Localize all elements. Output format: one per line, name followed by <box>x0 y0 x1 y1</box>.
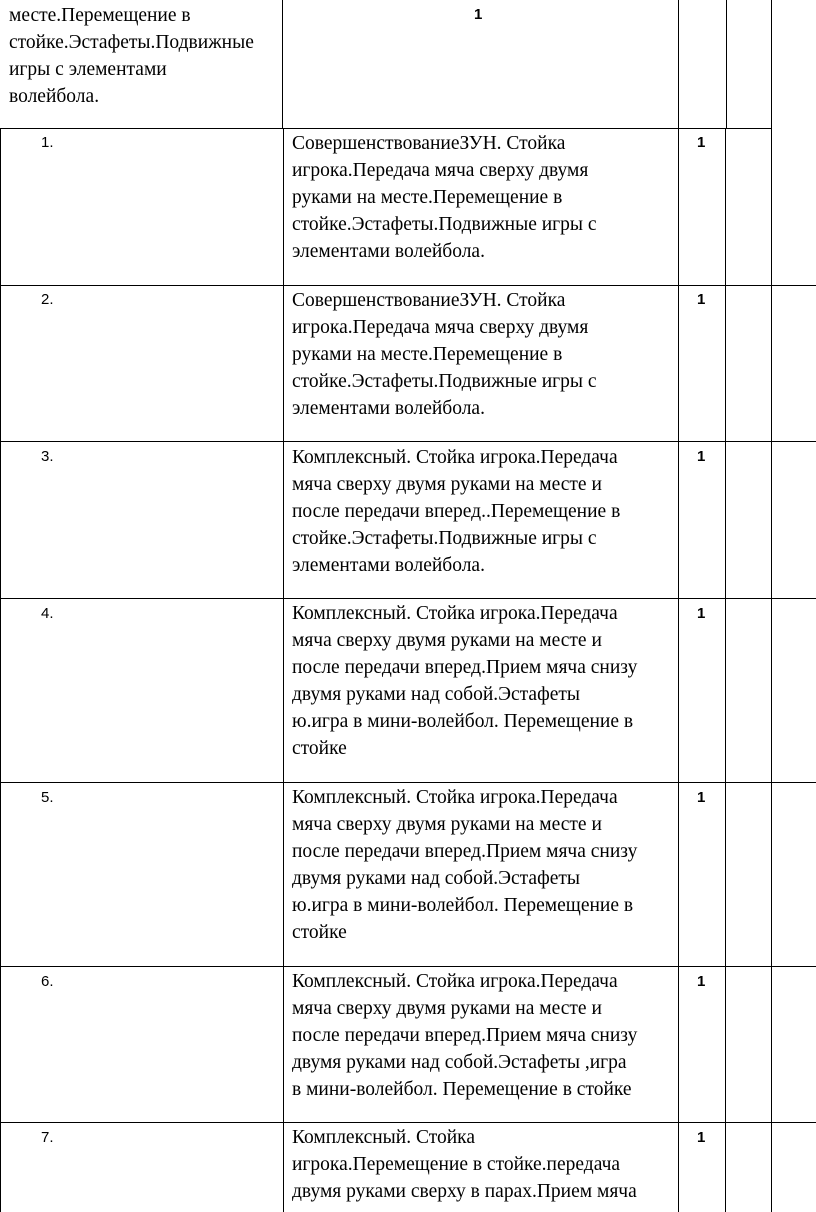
row-topic: Комплексный. Стойка игрока.Передача мяча сверху двумя руками на месте и после передачи вперед.Прием мяча снизу двумя руками над собой.Эстафеты ю.игра в мини-волейбол. Перемещение в стойке <box>292 603 638 759</box>
row-hours: 1 <box>697 789 706 806</box>
top-row-bottom-border <box>0 128 772 129</box>
row-number: 2. <box>41 291 54 308</box>
top-row-topic: месте.Перемещение в стойке.Эстафеты.Подвижные игры с элементами волейбола. <box>9 5 254 107</box>
row-topic: СовершенствованиеЗУН. Стойка игрока.Передача мяча сверху двумя руками на месте.Перемещение в стойке.Эстафеты.Подвижные игры с элементами волейбола. <box>292 290 597 419</box>
top-row-hours: 1 <box>474 6 483 23</box>
top-row-divider-4 <box>771 0 772 129</box>
row-topic: Комплексный. Стойка игрока.Передача мяча сверху двумя руками на месте и после передачи вперед.Прием мяча снизу двумя руками над собой.Эстафеты ю.игра в мини-волейбол. Перемещение в стойке <box>292 787 638 943</box>
row-separator-3 <box>0 598 816 599</box>
row-separator-5 <box>0 966 816 967</box>
row-topic: Комплексный. Стойка игрока.Перемещение в стойке.передача двумя руками сверху в парах.Прием мяча <box>292 1127 637 1202</box>
row-separator-1 <box>0 285 816 286</box>
row-topic: Комплексный. Стойка игрока.Передача мяча сверху двумя руками на месте и после передачи вперед..Перемещение в стойке.Эстафеты.Подвижные игры с элементами волейбола. <box>292 447 621 576</box>
top-row-divider-3 <box>726 0 727 129</box>
row-hours: 1 <box>697 134 706 151</box>
col-line-left <box>0 128 1 1212</box>
row-hours: 1 <box>697 973 706 990</box>
row-separator-4 <box>0 782 816 783</box>
row-number: 4. <box>41 605 54 622</box>
row-number: 7. <box>41 1129 54 1146</box>
row-separator-2 <box>0 441 816 442</box>
col-line-extra <box>771 128 772 1212</box>
row-hours: 1 <box>697 448 706 465</box>
top-row-divider-2 <box>678 0 679 129</box>
row-hours: 1 <box>697 291 706 308</box>
row-hours: 1 <box>697 1129 706 1146</box>
row-hours: 1 <box>697 605 706 622</box>
row-number: 1. <box>41 134 54 151</box>
col-line-hours-right <box>725 128 726 1212</box>
row-number: 5. <box>41 789 54 806</box>
row-topic: СовершенствованиеЗУН. Стойка игрока.Передача мяча сверху двумя руками на месте.Перемещение в стойке.Эстафеты.Подвижные игры с элементами волейбола. <box>292 133 597 262</box>
row-separator-6 <box>0 1122 816 1123</box>
col-line-hours-left <box>678 128 679 1212</box>
row-topic: Комплексный. Стойка игрока.Передача мяча сверху двумя руками на месте и после передачи вперед.Прием мяча снизу двумя руками над собой.Эстафеты ,игра в мини-волейбол. Перемещение в стойке <box>292 971 638 1100</box>
top-row-divider-1 <box>282 0 283 129</box>
col-line-topic-left <box>283 128 284 1212</box>
row-number: 3. <box>41 448 54 465</box>
row-number: 6. <box>41 973 54 990</box>
